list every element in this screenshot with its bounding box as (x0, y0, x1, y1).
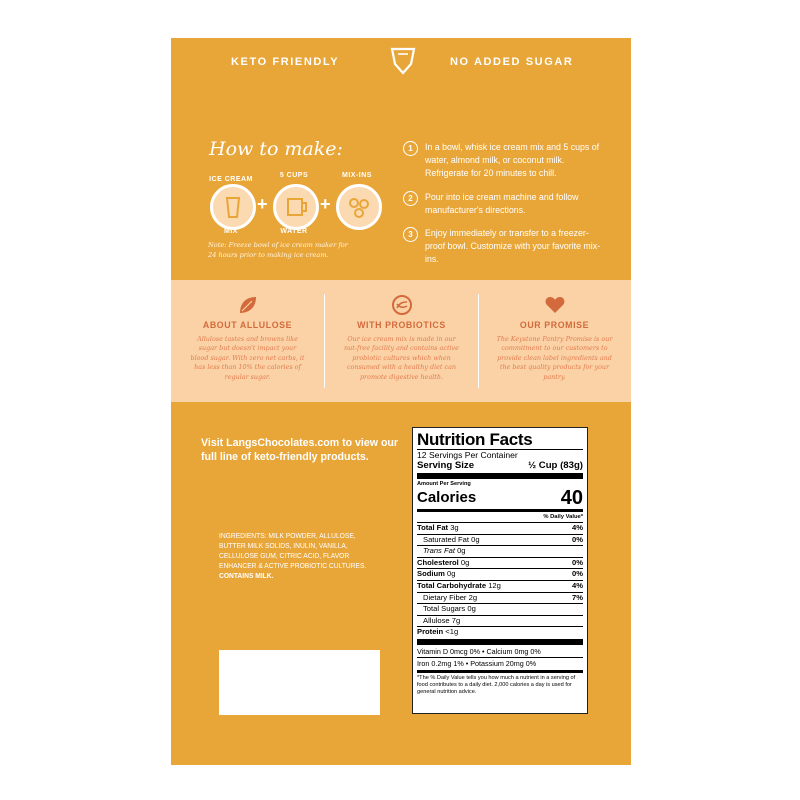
vitamins-line-1: Vitamin D 0mcg 0% • Calcium 0mg 0% (417, 646, 541, 656)
serving-size-value: ½ Cup (83g) (528, 460, 583, 471)
calories-label: Calories (417, 489, 477, 506)
icon-label: MIX-INS (342, 172, 372, 179)
nutrient-row: Total Sugars 0g (417, 603, 583, 615)
step-text: Pour into ice cream machine and follow manufacturer's directions. (425, 192, 579, 215)
step-number: 1 (403, 141, 418, 156)
nutrient-row: Cholesterol 0g 0% (417, 557, 583, 567)
calories-row (417, 488, 583, 508)
measuring-cup-icon (273, 184, 319, 230)
amount-per-serving: Amount Per Serving (417, 481, 471, 487)
nutrient-row: Protein <1g (417, 626, 583, 638)
freeze-note: Note: Freeze bowl of ice cream maker for 24 hours prior to making ice cream. (208, 241, 348, 259)
probiotic-icon (391, 294, 413, 316)
top-banner (171, 38, 631, 86)
step-number: 2 (403, 191, 418, 206)
feature-title: ABOUT ALLULOSE (202, 320, 293, 330)
how-to-make-title: How to make: (209, 138, 343, 160)
plus-sign: + (257, 194, 268, 214)
visit-website-text: Visit LangsChocolates.com to view our full line of keto-friendly products. (201, 437, 399, 463)
nutrition-title: Nutrition Facts (417, 430, 533, 449)
serving-size-label: Serving Size (417, 460, 475, 471)
feature-body: Our ice cream mix is made in our nut-free facility and contains active probiotic cultures which when consumed with a healthy diet can promote digestive health. (344, 335, 459, 381)
calories-value: 40 (560, 487, 583, 509)
vitamins-line-2: Iron 0.2mg 1% • Potassium 20mg 0% (417, 658, 537, 668)
icon-label: MIX (224, 228, 238, 235)
icon-label: 5 CUPS (279, 172, 309, 179)
servings-per-container: 12 Servings Per Container (417, 450, 518, 460)
nutrition-facts-label (412, 427, 588, 714)
barcode-area (219, 650, 380, 715)
nutrient-row: Total Carbohydrate 12g 4% (417, 580, 583, 590)
feature-body: The Keystone Pantry Promise is our commitment to our customers to provide clean label ingredients and the best quality products for your pantry. (496, 335, 613, 381)
step-number: 3 (403, 227, 418, 242)
mix-ins-icon (336, 184, 382, 230)
mix-cup-icon (210, 184, 256, 230)
ingredients-block (219, 531, 369, 581)
nutrient-row: Allulose 7g (417, 615, 583, 627)
nutrient-row: Sodium 0g 0% (417, 569, 583, 579)
icon-label: ICE CREAM (209, 176, 253, 183)
serving-size (417, 460, 583, 472)
nutrient-row: Total Fat 3g 4% (417, 523, 583, 532)
daily-value-footnote: *The % Daily Value tells you how much a nutrient in a serving of food contributes to a daily diet. 2,000 calories a day is used for general nutrition advice. (417, 674, 576, 696)
feature-body: Allulose tastes and browns like sugar but doesn't impact your blood sugar. With zero net carbs, it has less than 10% the calories of regular sugar. (190, 335, 305, 381)
keto-friendly-badge: KETO FRIENDLY (231, 56, 340, 68)
keystone-logo-icon (389, 46, 417, 76)
feature-promise (478, 280, 631, 402)
nutrient-row: Trans Fat 0g (417, 545, 583, 557)
nutrient-row: Saturated Fat 0g 0% (417, 534, 583, 546)
step-text: In a bowl, whisk ice cream mix and 5 cups of water, almond milk, or coconut milk. Refrigerate for 20 minutes to chill. (425, 142, 600, 178)
leaf-icon (237, 294, 259, 316)
step-text: Enjoy immediately or transfer to a freezer-proof bowl. Customize with your favorite mix-ins. (425, 228, 601, 264)
daily-value-header: % Daily Value* (543, 514, 583, 520)
plus-sign: + (320, 194, 331, 214)
icon-label: WATER (280, 228, 308, 235)
features-band (171, 280, 631, 402)
feature-probiotics (325, 280, 478, 402)
feature-title: WITH PROBIOTICS (357, 320, 446, 330)
nutrient-row: Dietary Fiber 2g 7% (417, 592, 583, 604)
feature-title: OUR PROMISE (519, 320, 590, 330)
heart-icon (544, 294, 566, 316)
feature-allulose (171, 280, 324, 402)
package-panel (171, 38, 631, 765)
no-added-sugar-badge: NO ADDED SUGAR (450, 56, 574, 68)
allergen-statement: CONTAINS MILK. (219, 571, 274, 580)
ingredients-text: INGREDIENTS: MILK POWDER, ALLULOSE, BUTTER MILK SOLIDS, INULIN, VANILLA, CELLULOSE GUM, CITRIC ACID, FLAVOR ENHANCER & ACTIVE PROBIOTIC CULTURES. (219, 531, 367, 570)
